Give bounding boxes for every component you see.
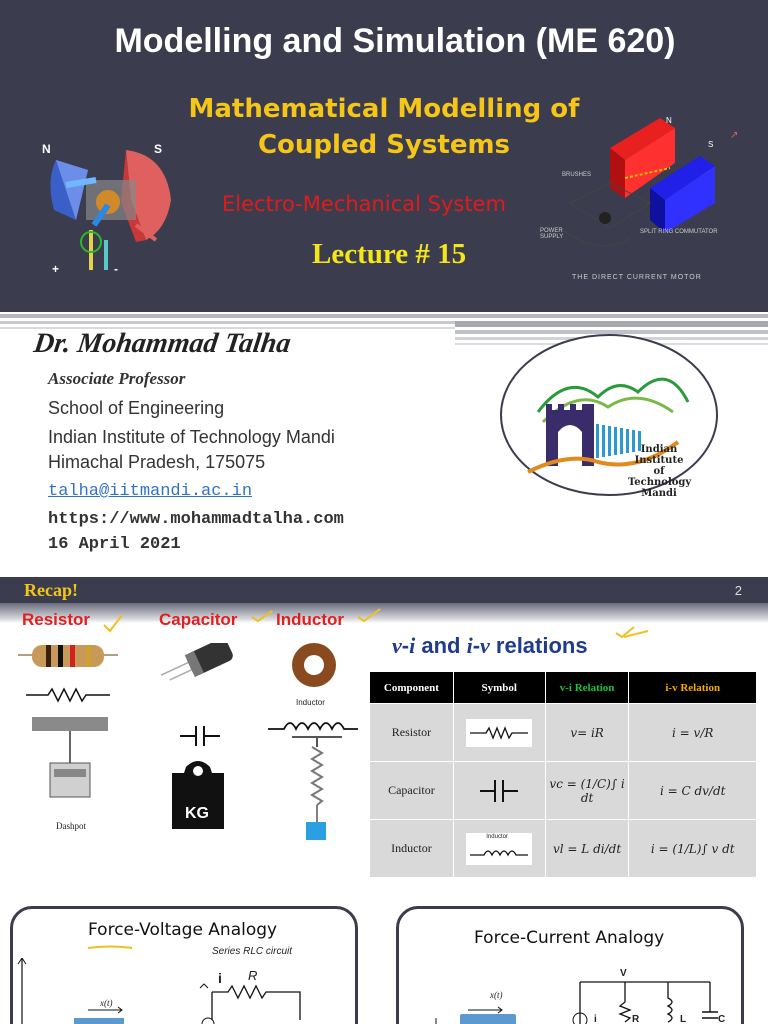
table-row: [370, 820, 757, 878]
power-supply-label: POWER SUPPLY: [540, 228, 564, 240]
force-current-diagram: [410, 958, 750, 1024]
inductance-label-right: L: [680, 1014, 687, 1024]
logo-text-line: Mandi: [641, 488, 677, 499]
x-of-t-label-right: x(t): [490, 990, 503, 1000]
motor-plus-label: +: [52, 262, 60, 276]
resistance-label-left: R: [248, 968, 258, 983]
header-iv-relation: i-v Relation: [629, 672, 757, 704]
check-marks: [0, 607, 400, 637]
current-label-left: i: [218, 970, 222, 986]
relations-heading: [392, 633, 588, 659]
motor-south-label: S: [154, 142, 163, 156]
inductor-image-label: Inductor: [296, 698, 325, 707]
capacitance-label-right: C: [718, 1014, 726, 1024]
motor-right-south: S: [708, 140, 714, 149]
author-school: School of Engineering: [48, 398, 225, 418]
motor-minus-label: -: [114, 262, 118, 276]
resistor-images: [18, 637, 118, 837]
row-component: Inductor: [370, 820, 454, 878]
heading-i: i: [409, 633, 416, 658]
heading-v: v: [392, 633, 402, 658]
force-voltage-diagram: [14, 958, 354, 1024]
x-of-t-label-left: x(t): [100, 998, 113, 1008]
header-symbol: Symbol: [453, 672, 545, 704]
course-title: Modelling and Simulation (ME 620): [114, 22, 676, 60]
row-iv: i = v/R: [629, 704, 757, 762]
lecture-number: Lecture # 15: [312, 238, 467, 270]
motor-right-north: N: [666, 116, 672, 125]
force-voltage-title: Force-Voltage Analogy: [88, 920, 278, 940]
author-institute: Indian Institute of Technology Mandi: [48, 427, 335, 447]
table-header-row: [370, 672, 757, 704]
system-label: Electro-Mechanical System: [222, 192, 506, 216]
title-underline: [86, 944, 136, 952]
author-location: Himachal Pradesh, 175075: [48, 452, 266, 472]
inductor-symbol-label: Inductor: [486, 833, 508, 840]
motor-caption: THE DIRECT CURRENT MOTOR: [572, 274, 702, 281]
row-symbol: [453, 820, 545, 878]
row-symbol: [453, 762, 545, 820]
header-vi-relation: v-i Relation: [545, 672, 629, 704]
commutator-label: SPLIT RING COMMUTATOR: [640, 229, 718, 235]
dashpot-label: Dashpot: [56, 821, 86, 831]
row-iv: i = C dv/dt: [629, 762, 757, 820]
table-row: [370, 762, 757, 820]
inductor-symbol-icon: [466, 833, 532, 865]
voltage-label-right: V: [620, 968, 627, 979]
logo-text-line: Technology: [628, 477, 692, 488]
force-current-title: Force-Current Analogy: [474, 928, 665, 948]
heading-dash2: -: [472, 633, 481, 658]
row-vi: vl = L di/dt: [545, 820, 629, 878]
mass-kg-label: KG: [185, 805, 209, 822]
row-iv: i = (1/L)∫ v dt: [629, 820, 757, 878]
recap-slide: [0, 577, 768, 890]
capacitor-label: Capacitor: [159, 610, 238, 629]
heading-and: and: [415, 633, 467, 658]
row-symbol: [453, 704, 545, 762]
page-number: 2: [734, 583, 742, 598]
heading-v2: v: [480, 633, 490, 658]
lecture-date: 16 April 2021: [48, 535, 181, 554]
recap-header-bar: [0, 577, 768, 603]
svg-text:↗: ↗: [730, 130, 739, 141]
author-name: Dr. Mohammad Talha: [31, 328, 293, 359]
subtitle-line1: Mathematical Modelling of: [188, 94, 580, 124]
heading-i2: i: [466, 633, 473, 658]
row-vi: v= iR: [545, 704, 629, 762]
inductor-images: [262, 637, 362, 847]
heading-dash: -: [401, 633, 410, 658]
heading-rest: relations: [489, 633, 588, 658]
series-rlc-label: Series RLC circuit: [212, 946, 293, 957]
capacitor-symbol-icon: [474, 776, 524, 806]
row-vi: vc = (1/C)∫ i dt: [545, 762, 629, 820]
relations-table: [369, 671, 757, 878]
brushes-label: BRUSHES: [562, 172, 592, 178]
recap-title: Recap!: [24, 580, 78, 600]
resistor-label: Resistor: [22, 610, 91, 629]
resistance-label-right: R: [632, 1014, 640, 1024]
current-label-right: i: [594, 1014, 597, 1024]
author-position: Associate Professor: [48, 369, 186, 388]
motor-north-label: N: [42, 142, 51, 156]
logo-text-line: Institute of: [634, 455, 684, 477]
analogy-slide: [0, 898, 768, 1024]
resistor-symbol-icon: [466, 719, 532, 747]
header-component: Component: [370, 672, 454, 704]
heading-check-mark: [614, 625, 650, 641]
row-component: Capacitor: [370, 762, 454, 820]
subtitle-line2: Coupled Systems: [257, 130, 511, 160]
row-component: Resistor: [370, 704, 454, 762]
table-row: [370, 704, 757, 762]
logo-text-line: Indian: [640, 444, 678, 455]
inductor-label: Inductor: [276, 610, 344, 629]
author-website[interactable]: https://www.mohammadtalha.com: [48, 510, 344, 529]
logo-text: [628, 444, 690, 499]
author-email-link[interactable]: talha@iitmandi.ac.in: [48, 482, 253, 501]
